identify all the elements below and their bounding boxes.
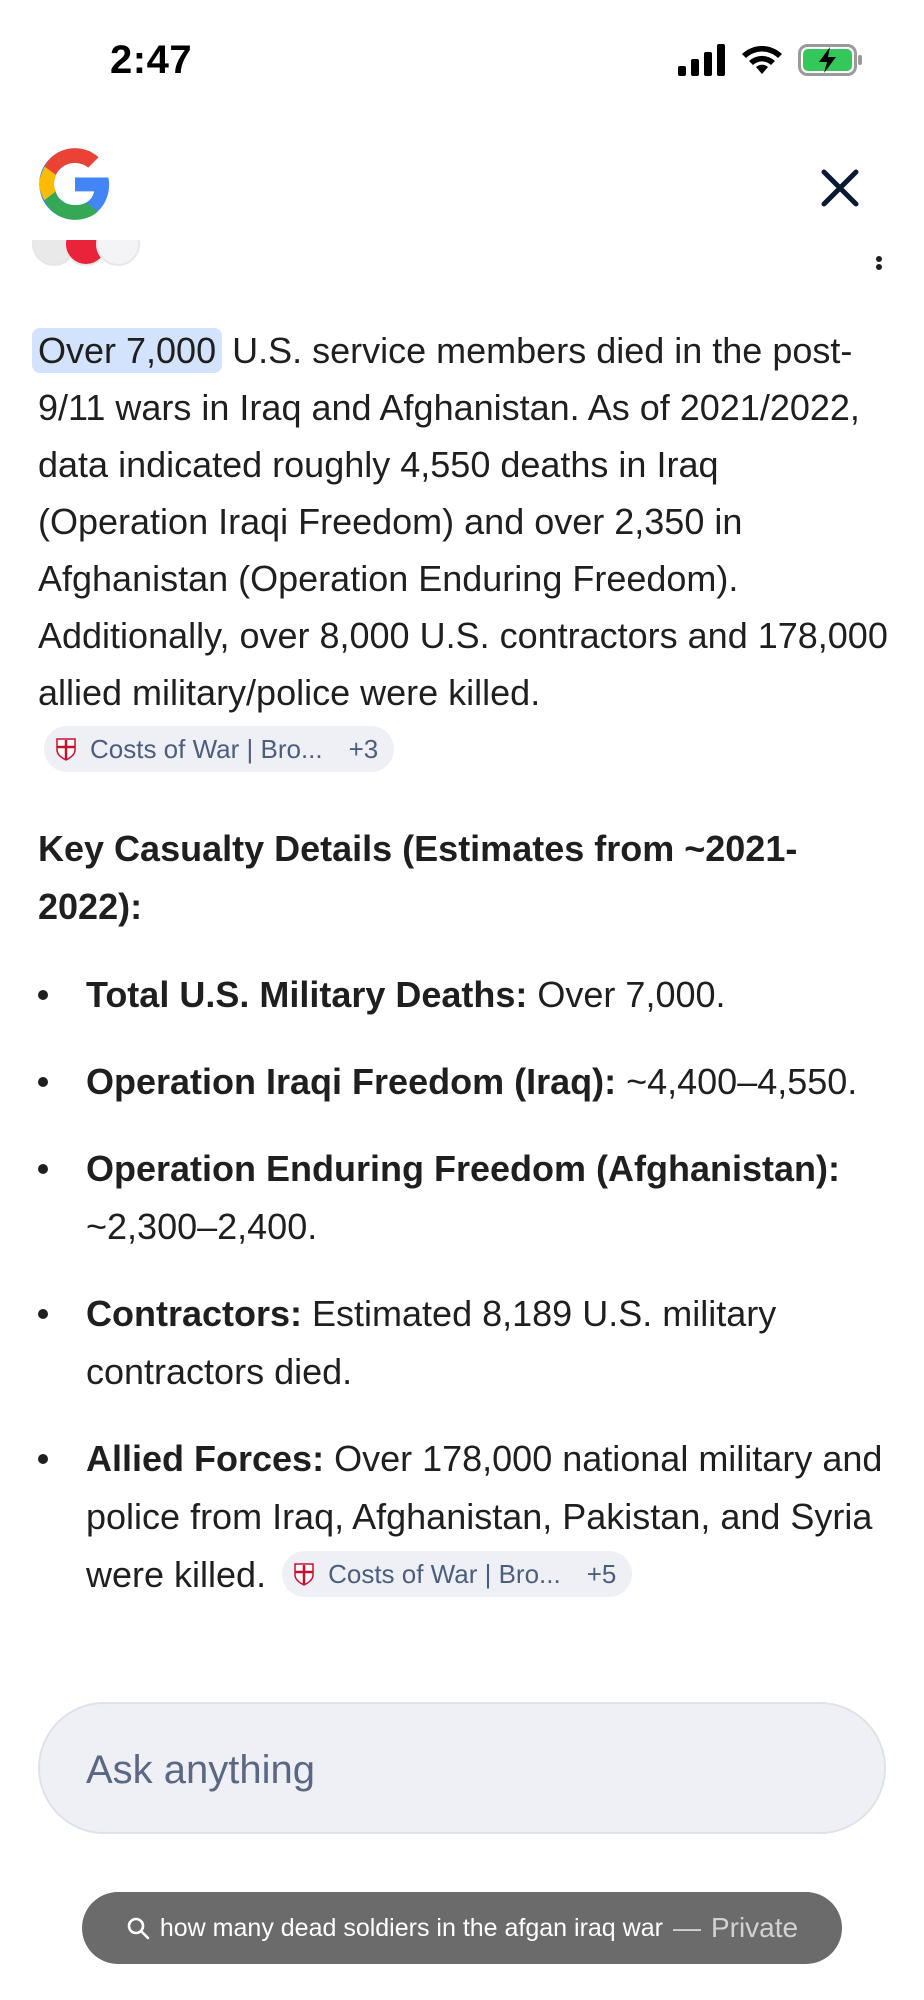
section-heading: Key Casualty Details (Estimates from ~2021-2022): bbox=[38, 828, 798, 927]
url-separator: — bbox=[672, 1912, 701, 1943]
close-icon[interactable] bbox=[812, 160, 868, 216]
list-item bbox=[38, 1285, 888, 1401]
list-item-term: Allied Forces: bbox=[86, 1438, 325, 1479]
ai-answer bbox=[38, 322, 888, 1633]
answer-highlight: Over 7,000 bbox=[32, 328, 222, 373]
list-item bbox=[38, 1053, 888, 1111]
status-bar bbox=[0, 0, 924, 120]
list-item-text: Over 7,000. bbox=[527, 974, 726, 1015]
wifi-icon bbox=[740, 44, 784, 76]
source-favicon-strip[interactable] bbox=[28, 240, 888, 282]
source-chip-label: Costs of War | Bro... bbox=[90, 733, 323, 764]
list-item-text: ~4,400–4,550. bbox=[616, 1061, 858, 1102]
battery-charging-icon bbox=[798, 44, 864, 76]
status-time: 2:47 bbox=[110, 38, 193, 82]
list-item-term: Contractors: bbox=[86, 1293, 303, 1334]
list-item bbox=[38, 1140, 888, 1256]
google-g-logo[interactable] bbox=[36, 144, 114, 224]
casualty-details-list bbox=[38, 966, 888, 1604]
answer-paragraph bbox=[38, 322, 888, 778]
list-item bbox=[38, 1430, 888, 1604]
answer-text: U.S. service members died in the post-9/11 wars in Iraq and Afghanistan. As of 2021/2022, data indicated roughly 4,550 deaths in Iraq (Operation Iraqi Freedom) and over 2,350 in Afghanistan (Operation Enduring Freedom). Additionally, over 8,000 U.S. contractors and 178,000 allied military/police were killed. bbox=[38, 330, 888, 713]
cellular-signal-icon bbox=[678, 44, 726, 76]
list-item-text: ~2,300–2,400. bbox=[86, 1206, 318, 1247]
brown-university-favicon bbox=[292, 1562, 316, 1586]
list-item-text: Over 178,000 national military and police from Iraq, Afghanistan, Pakistan, and Syria were killed. bbox=[86, 1438, 883, 1595]
list-item-term: Operation Iraqi Freedom (Iraq): bbox=[86, 1061, 617, 1102]
status-icons bbox=[678, 44, 864, 76]
ask-box[interactable] bbox=[38, 1702, 886, 1834]
source-chip-label: Costs of War | Bro... bbox=[328, 1559, 561, 1590]
source-favicon bbox=[96, 240, 140, 266]
list-item-term: Total U.S. Military Deaths: bbox=[86, 974, 528, 1015]
header bbox=[0, 130, 924, 240]
list-item-text: Estimated 8,189 U.S. military contractors died. bbox=[86, 1293, 777, 1392]
ask-input[interactable] bbox=[86, 1732, 826, 1808]
list-item bbox=[38, 966, 888, 1024]
url-bar[interactable] bbox=[82, 1892, 842, 1964]
private-label: Private bbox=[710, 1912, 799, 1943]
list-item-term: Operation Enduring Freedom (Afghanistan): bbox=[86, 1148, 840, 1189]
url-query: how many dead soldiers in the afgan iraq war bbox=[159, 1913, 663, 1942]
source-chip-more: +5 bbox=[586, 1559, 617, 1590]
more-options-icon[interactable] bbox=[876, 256, 882, 270]
source-chip-more: +3 bbox=[348, 733, 379, 764]
search-icon bbox=[126, 1916, 150, 1940]
source-chip[interactable] bbox=[44, 726, 394, 772]
brown-university-favicon bbox=[54, 737, 78, 761]
source-chip[interactable] bbox=[282, 1551, 632, 1597]
